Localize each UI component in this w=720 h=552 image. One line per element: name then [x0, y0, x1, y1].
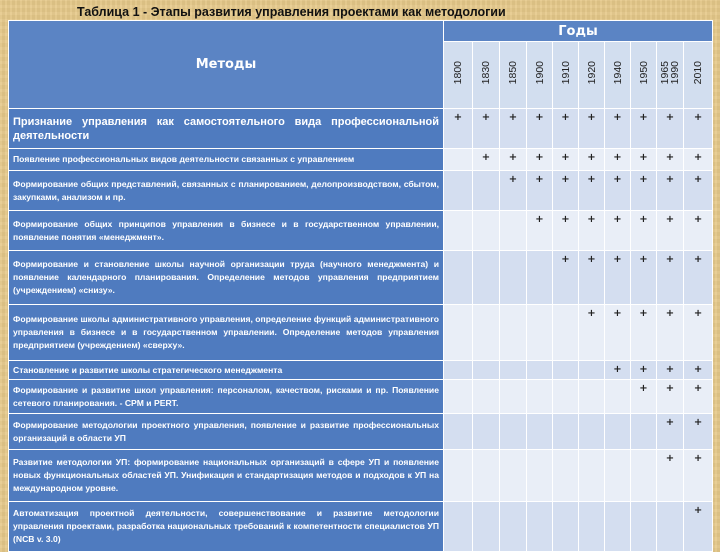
mark-cell: + — [527, 149, 553, 171]
mark-cell — [605, 450, 631, 502]
mark-cell: + — [684, 502, 713, 552]
method-cell: Развитие методологии УП: формирование национальных организаций в сфере УП и появление новых функциональных областей УП. Унификация и стандартизация методов и подходов к УП на международном уровне. — [9, 450, 444, 502]
mark-cell: + — [631, 361, 657, 380]
mark-cell: + — [553, 109, 579, 149]
mark-cell: + — [500, 109, 527, 149]
mark-cell: + — [657, 450, 684, 502]
mark-cell: + — [684, 380, 713, 414]
year-label: 1950 — [637, 61, 650, 85]
mark-cell: + — [527, 109, 553, 149]
mark-cell: + — [444, 109, 473, 149]
year-label: 1800 — [452, 61, 464, 85]
mark-cell — [444, 171, 473, 211]
mark-cell — [631, 450, 657, 502]
year-label: 1940 — [611, 61, 624, 85]
mark-cell — [553, 414, 579, 450]
mark-cell: + — [631, 251, 657, 305]
mark-cell — [473, 305, 500, 361]
mark-cell — [444, 450, 473, 502]
mark-cell — [527, 380, 553, 414]
table-row — [9, 380, 713, 414]
table-row — [9, 171, 713, 211]
year-label: 1830 — [480, 61, 492, 85]
table-row — [9, 149, 713, 171]
mark-cell: + — [579, 251, 605, 305]
year-column-header — [631, 42, 657, 109]
mark-cell: + — [684, 251, 713, 305]
mark-cell: + — [684, 211, 713, 251]
table-row — [9, 305, 713, 361]
mark-cell: + — [657, 149, 684, 171]
mark-cell — [579, 380, 605, 414]
mark-cell — [553, 380, 579, 414]
year-column-header — [657, 42, 684, 109]
mark-cell — [579, 361, 605, 380]
method-cell: Формирование и развитие школ управления: персоналом, качеством, рисками и пр. Появление сетевого планирования. - CPM и PERT. — [9, 380, 444, 414]
table-row — [9, 502, 713, 552]
mark-cell — [473, 361, 500, 380]
mark-cell: + — [684, 414, 713, 450]
mark-cell: + — [553, 171, 579, 211]
mark-cell — [500, 251, 527, 305]
mark-cell: + — [579, 149, 605, 171]
mark-cell: + — [605, 109, 631, 149]
mark-cell: + — [605, 149, 631, 171]
mark-cell — [444, 414, 473, 450]
table-row — [9, 414, 713, 450]
mark-cell: + — [657, 211, 684, 251]
mark-cell — [444, 502, 473, 552]
year-label: 2010 — [692, 61, 704, 85]
mark-cell — [579, 450, 605, 502]
mark-cell: + — [631, 149, 657, 171]
year-label: 1965 1990 — [659, 61, 681, 85]
mark-cell — [553, 502, 579, 552]
mark-cell — [553, 361, 579, 380]
mark-cell: + — [657, 380, 684, 414]
year-column-header — [684, 42, 713, 109]
mark-cell — [500, 450, 527, 502]
mark-cell — [500, 502, 527, 552]
mark-cell: + — [657, 251, 684, 305]
mark-cell: + — [605, 361, 631, 380]
year-label: 1850 — [507, 61, 519, 85]
project-management-stages-table — [8, 20, 713, 552]
table-row — [9, 211, 713, 251]
mark-cell — [657, 502, 684, 552]
mark-cell: + — [631, 211, 657, 251]
year-column-header — [444, 42, 473, 109]
mark-cell: + — [657, 361, 684, 380]
mark-cell: + — [553, 251, 579, 305]
mark-cell: + — [500, 149, 527, 171]
year-column-header — [473, 42, 500, 109]
mark-cell: + — [605, 211, 631, 251]
mark-cell — [444, 251, 473, 305]
mark-cell: + — [500, 171, 527, 211]
mark-cell — [500, 380, 527, 414]
method-cell: Формирование общих принципов управления в бизнесе и в государственном управлении, появление понятия «менеджмент». — [9, 211, 444, 251]
year-label: 1920 — [585, 61, 598, 85]
mark-cell — [527, 305, 553, 361]
year-column-header — [605, 42, 631, 109]
mark-cell — [631, 414, 657, 450]
mark-cell: + — [553, 211, 579, 251]
method-cell: Формирование школы административного управления, определение функций административного управления в бизнесе и в государственном управлении. Определение методов управления предприятием (учреждением) «сверху». — [9, 305, 444, 361]
mark-cell: + — [684, 109, 713, 149]
mark-cell: + — [579, 109, 605, 149]
method-cell: Формирование и становление школы научной организации труда (научного менеджмента) и появление календарного планирования. Определение методов управления предприятием (учреждением) «снизу». — [9, 251, 444, 305]
mark-cell — [473, 414, 500, 450]
mark-cell — [631, 502, 657, 552]
mark-cell: + — [553, 149, 579, 171]
mark-cell: + — [605, 305, 631, 361]
mark-cell — [500, 414, 527, 450]
method-cell: Признание управления как самостоятельного вида профессиональной деятельности — [9, 109, 444, 149]
mark-cell — [527, 450, 553, 502]
mark-cell: + — [684, 450, 713, 502]
mark-cell — [473, 251, 500, 305]
table-caption: Таблица 1 - Этапы развития управления проектами как методологии — [77, 5, 506, 19]
mark-cell — [473, 502, 500, 552]
mark-cell — [605, 502, 631, 552]
mark-cell: + — [631, 171, 657, 211]
mark-cell — [473, 380, 500, 414]
mark-cell — [553, 305, 579, 361]
methods-header: Методы — [9, 21, 444, 109]
mark-cell: + — [631, 109, 657, 149]
table-row — [9, 450, 713, 502]
mark-cell: + — [527, 211, 553, 251]
mark-cell: + — [605, 171, 631, 211]
mark-cell — [500, 211, 527, 251]
mark-cell — [473, 211, 500, 251]
mark-cell: + — [579, 211, 605, 251]
mark-cell: + — [684, 171, 713, 211]
mark-cell: + — [657, 109, 684, 149]
mark-cell — [527, 502, 553, 552]
mark-cell — [473, 450, 500, 502]
mark-cell — [444, 380, 473, 414]
mark-cell — [500, 361, 527, 380]
mark-cell — [605, 380, 631, 414]
mark-cell — [473, 171, 500, 211]
method-cell: Формирование общих представлений, связанных с планированием, делопроизводством, сбытом, закупками, анализом и пр. — [9, 171, 444, 211]
method-cell: Становление и развитие школы стратегического менеджмента — [9, 361, 444, 380]
mark-cell: + — [657, 414, 684, 450]
mark-cell — [579, 414, 605, 450]
table-row — [9, 109, 713, 149]
mark-cell — [527, 414, 553, 450]
mark-cell: + — [684, 361, 713, 380]
mark-cell — [444, 305, 473, 361]
mark-cell: + — [684, 305, 713, 361]
mark-cell — [527, 361, 553, 380]
mark-cell: + — [473, 149, 500, 171]
mark-cell: + — [473, 109, 500, 149]
mark-cell — [444, 361, 473, 380]
mark-cell: + — [684, 149, 713, 171]
year-label: 1900 — [533, 61, 546, 85]
mark-cell — [444, 211, 473, 251]
year-column-header — [579, 42, 605, 109]
mark-cell: + — [657, 305, 684, 361]
mark-cell — [553, 450, 579, 502]
years-header: Годы — [444, 21, 713, 42]
mark-cell: + — [527, 171, 553, 211]
mark-cell — [605, 414, 631, 450]
method-cell: Автоматизация проектной деятельности, совершенствование и развитие методологии управления проектами, разработка национальных требований к компетентности специалистов УП (NCB v. 3.0) — [9, 502, 444, 552]
mark-cell — [527, 251, 553, 305]
year-column-header — [527, 42, 553, 109]
mark-cell: + — [605, 251, 631, 305]
mark-cell: + — [657, 171, 684, 211]
table-row — [9, 361, 713, 380]
method-cell: Появление профессиональных видов деятельности связанных с управлением — [9, 149, 444, 171]
mark-cell — [500, 305, 527, 361]
mark-cell: + — [579, 171, 605, 211]
mark-cell: + — [631, 380, 657, 414]
mark-cell — [579, 502, 605, 552]
year-column-header — [553, 42, 579, 109]
mark-cell: + — [631, 305, 657, 361]
year-label: 1910 — [559, 61, 572, 85]
mark-cell: + — [579, 305, 605, 361]
year-column-header — [500, 42, 527, 109]
mark-cell — [444, 149, 473, 171]
method-cell: Формирование методологии проектного управления, появление и развитие профессиональных организаций в области УП — [9, 414, 444, 450]
table-row — [9, 251, 713, 305]
